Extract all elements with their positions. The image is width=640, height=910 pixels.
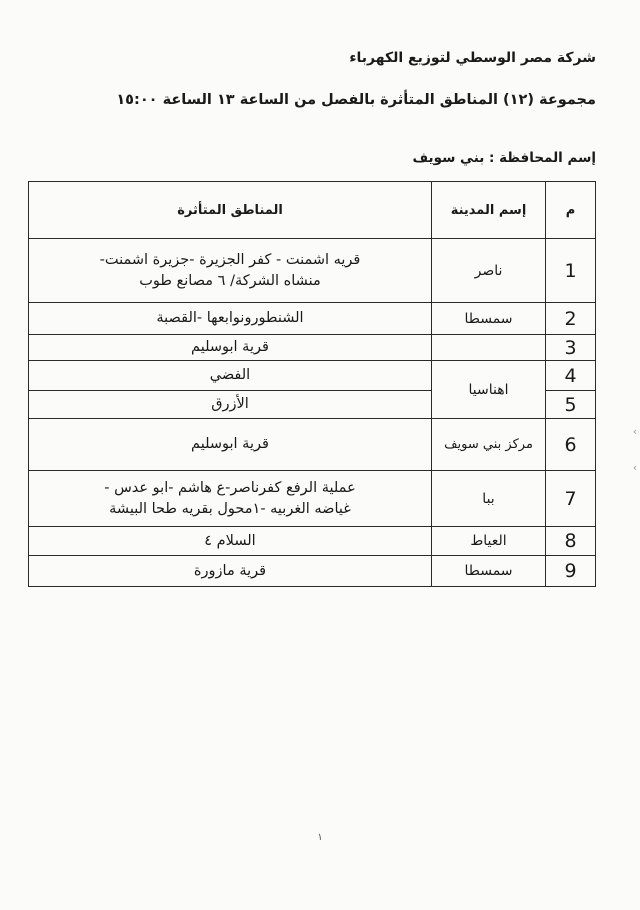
area-line: قرية ابوسليم [191, 436, 269, 452]
company-name: شركة مصر الوسطي لتوزيع الكهرباء [349, 50, 596, 66]
table-row [29, 419, 596, 471]
table-row [29, 527, 596, 556]
table-row [29, 335, 596, 361]
affected-areas-table [28, 181, 596, 587]
area-line: قريه اشمنت - كفر الجزيرة -جزيرة اشمنت- [99, 251, 361, 268]
table-row [29, 239, 596, 303]
page-number: ١ [317, 832, 323, 843]
chevron-down-icon[interactable]: ‹ [632, 461, 638, 474]
row-city: اهناسيا [432, 361, 546, 419]
group-title: مجموعة (١٢) المناطق المتأثرة بالفصل من الساعة ١٣ الساعة ١٥:٠٠ [116, 92, 596, 108]
table-row [29, 471, 596, 527]
row-areas [29, 527, 432, 556]
row-city [432, 335, 546, 361]
table-row [29, 361, 596, 391]
table-header-row [29, 182, 596, 239]
area-line: الأزرق [211, 396, 249, 412]
row-city: سمسطا [432, 303, 546, 335]
row-number: 3 [546, 335, 596, 361]
row-number: 5 [546, 391, 596, 419]
row-areas [29, 239, 432, 303]
area-line: السلام ٤ [204, 532, 256, 549]
row-number: 2 [546, 303, 596, 335]
row-areas [29, 391, 432, 419]
row-areas [29, 419, 432, 471]
row-number: 6 [546, 419, 596, 471]
area-line: الفضي [209, 367, 251, 383]
row-areas [29, 361, 432, 391]
area-line: منشاه الشركة/ ٦ مصانع طوب [139, 272, 321, 289]
area-line: الشنطورونوابعها -القصبة [156, 310, 304, 326]
header-city: إسم المدينة [432, 182, 546, 239]
area-line: قرية مازورة [193, 562, 267, 579]
area-line: قرية ابوسليم [191, 339, 269, 355]
row-city: العياط [432, 527, 546, 556]
row-number: 9 [546, 556, 596, 587]
chevron-up-icon[interactable]: ‹ [632, 425, 638, 438]
row-number: 1 [546, 239, 596, 303]
area-line: غياضه الغربيه -١محول بقريه طحا البيشة [109, 500, 351, 517]
row-city: مركز بني سويف [432, 419, 546, 471]
row-number: 8 [546, 527, 596, 556]
row-areas [29, 335, 432, 361]
table-row [29, 303, 596, 335]
row-city: ببا [432, 471, 546, 527]
row-areas [29, 471, 432, 527]
row-city: سمسطا [432, 556, 546, 587]
row-number: 7 [546, 471, 596, 527]
row-city: ناصر [432, 239, 546, 303]
area-line: عملية الرفع كفرناصر-ع هاشم -ابو عدس - [104, 479, 356, 496]
header-areas: المناطق المتأثرة [29, 182, 432, 239]
governorate-label: إسم المحافظة : بني سويف [412, 150, 596, 166]
header-num: م [546, 182, 596, 239]
table-row [29, 556, 596, 587]
row-areas [29, 303, 432, 335]
row-number: 4 [546, 361, 596, 391]
row-areas [29, 556, 432, 587]
